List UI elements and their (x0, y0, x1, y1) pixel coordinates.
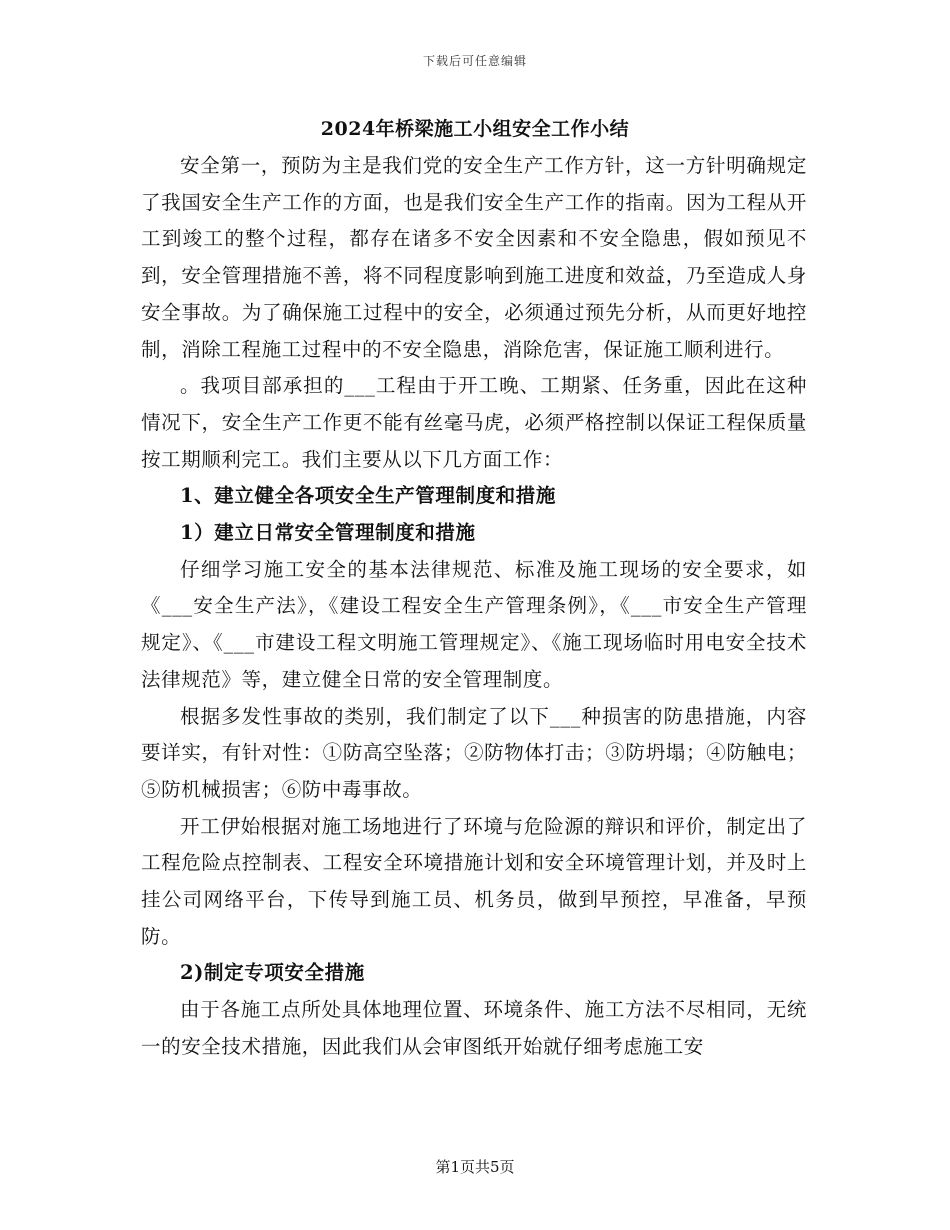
subsection-heading-1: 1）建立日常安全管理制度和措施 (180, 521, 476, 545)
page-header: 下载后可任意编辑 (422, 54, 527, 68)
paragraph-hazard-identification: 开工伊始根据对施工场地进行了环境与危险源的辩识和评价，制定出了工程危险点控制表、工程安全环境措施计划和安全环境管理计划，并及时上挂公司网络平台，下传导到施工员、机务员，做到早预控，早准备，早预防。 (141, 814, 807, 948)
paragraph-project: 。我项目部承担的___工程由于开工晚、工期紧、任务重，因此在这种情况下，安全生产工作更不能有丝毫马虎，必须严格控制以保证工程保质量按工期顺利完工。我们主要从以下几方面工作： (141, 374, 807, 471)
document-body (141, 148, 807, 1066)
section-heading-1: 1、建立健全各项安全生产管理制度和措施 (180, 484, 556, 508)
paragraph-measures: 根据多发性事故的类别，我们制定了以下___种损害的防患措施，内容要详实，有针对性：①防高空坠落；②防物体打击；③防坍塌；④防触电；⑤防机械损害；⑥防中毒事故。 (141, 704, 807, 801)
document-title: 2024年桥梁施工小组安全工作小结 (320, 118, 630, 140)
paragraph-special-measures: 由于各施工点所处具体地理位置、环境条件、施工方法不尽相同，无统一的安全技术措施，因此我们从会审图纸开始就仔细考虑施工安 (141, 998, 807, 1058)
paragraph-intro: 安全第一，预防为主是我们党的安全生产工作方针，这一方针明确规定了我国安全生产工作的方面，也是我们安全生产工作的指南。因为工程从开工到竣工的整个过程，都存在诸多不安全因素和不安全隐患，假如预见不到，安全管理措施不善，将不同程度影响到施工进度和效益，乃至造成人身安全事故。为了确保施工过程中的安全，必须通过预先分析，从而更好地控制，消除工程施工过程中的不安全隐患，消除危害，保证施工顺利进行。 (141, 154, 807, 361)
subsection-heading-2: 2)制定专项安全措施 (180, 961, 365, 985)
page-number: 第1页共5页 (435, 1158, 515, 1176)
paragraph-regulations: 仔细学习施工安全的基本法律规范、标准及施工现场的安全要求，如《___安全生产法》，《建设工程安全生产管理条例》，《___市安全生产管理规定》、《___市建设工程文明施工管理规定》、《施工现场临时用电安全技术法律规范》等，建立健全日常的安全管理制度。 (141, 557, 807, 691)
